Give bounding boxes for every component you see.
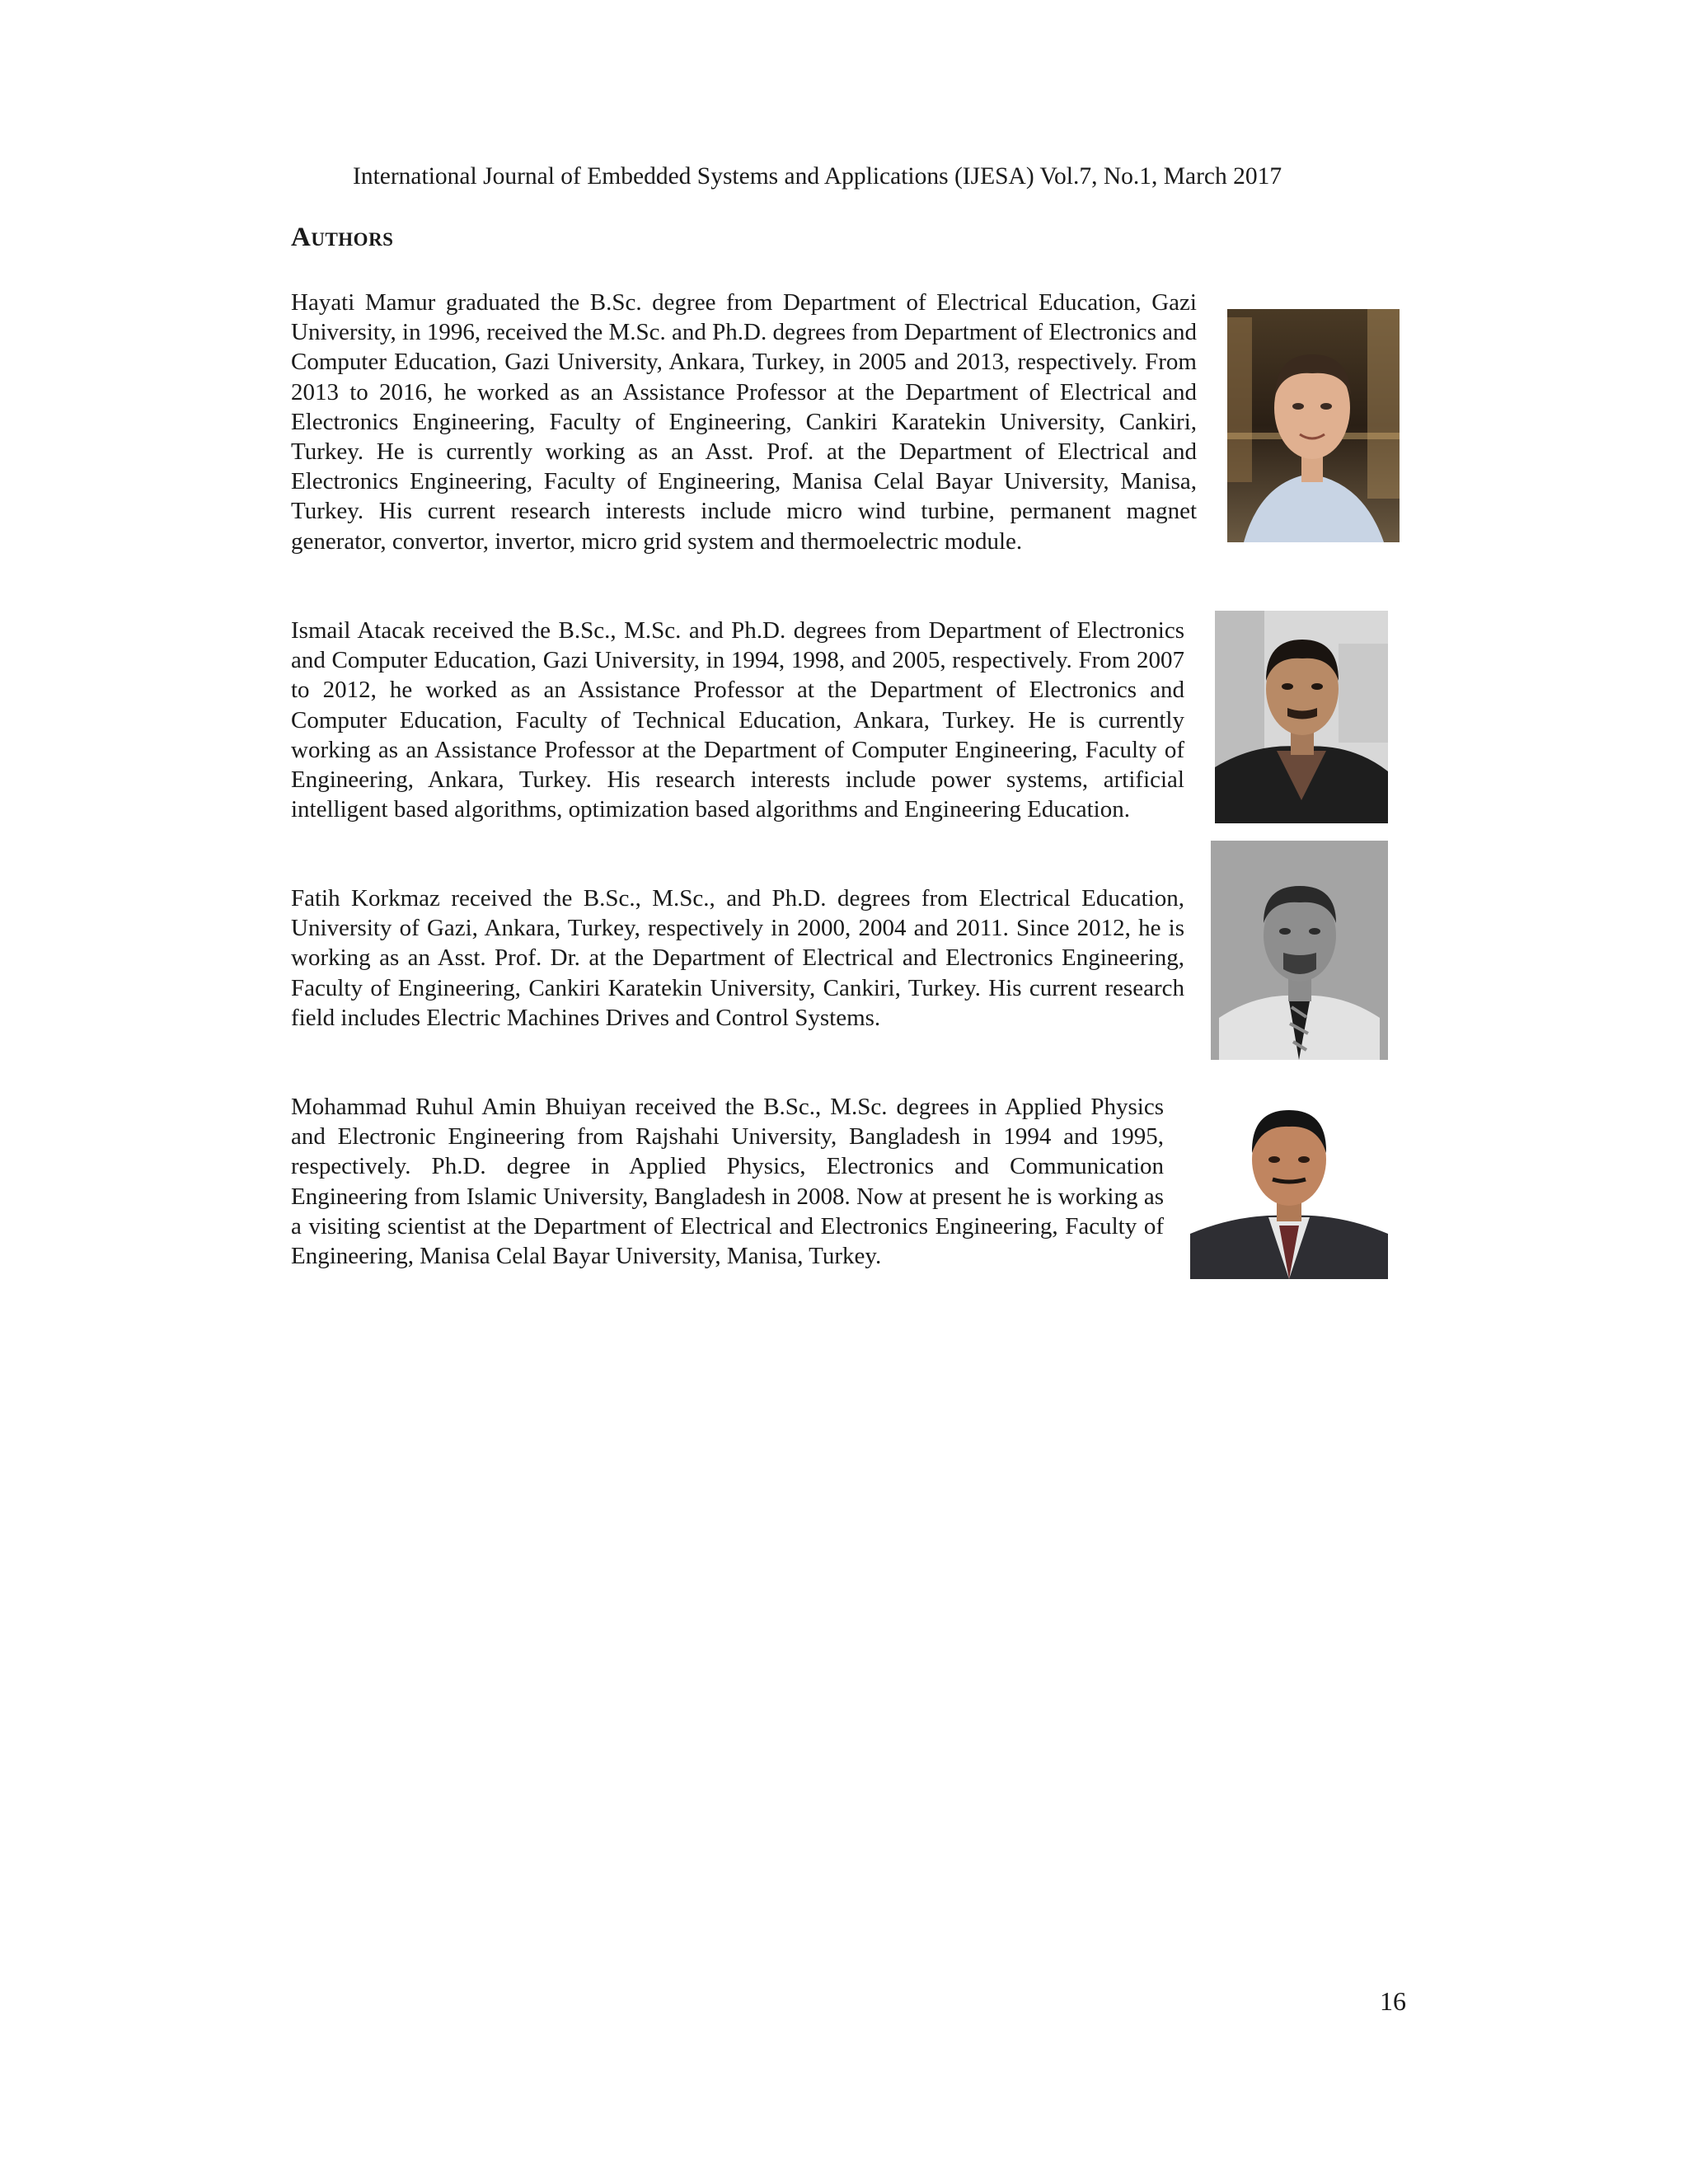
section-heading-authors: Authors: [291, 223, 394, 252]
author-bio-3: Fatih Korkmaz received the B.Sc., M.Sc., and Ph.D. degrees from Electrical Education, University of Gazi, Ankara, Turkey, respectively in 2000, 2004 and 2011. Since 2012, he is working as an Asst. Prof. Dr. at the Department of Electrical and Electronics Engineering, Faculty of Engineering, Cankiri Karatekin University, Cankiri, Turkey. His current research field includes Electric Machines Drives and Control Systems.: [291, 885, 1184, 1031]
author-photo-3: [1211, 841, 1388, 1060]
author-photo-2: [1215, 611, 1388, 823]
author-bio-4: Mohammad Ruhul Amin Bhuiyan received the B.Sc., M.Sc. degrees in Applied Physics and Electronic Engineering from Rajshahi University, Bangladesh in 1994 and 1995, respectively. Ph.D. degree in Applied Physics, Electronics and Communication Engineering from Islamic University, Bangladesh in 2008. Now at present he is working as a visiting scientist at the Department of Electrical and Electronics Engineering, Faculty of Engineering, Manisa Celal Bayar University, Manisa, Turkey.: [291, 1094, 1164, 1270]
page-number: 16: [1380, 1986, 1406, 2016]
author-photo-4: [1190, 1094, 1388, 1279]
author-bio-2: Ismail Atacak received the B.Sc., M.Sc. and Ph.D. degrees from Department of Electronics and Computer Education, Gazi University, in 1994, 1998, and 2005, respectively. From 2007 to 2012, he worked as an Assistance Professor at the Department of Electronics and Computer Education, Faculty of Technical Education, Ankara, Turkey. He is currently working as an Assistance Professor at the Department of Computer Engineering, Faculty of Engineering, Ankara, Turkey. His research interests include power systems, artificial intelligent based algorithms, optimization based algorithms and Engineering Education.: [291, 617, 1184, 823]
author-bio-1: Hayati Mamur graduated the B.Sc. degree from Department of Electrical Education, Gazi University, in 1996, received the M.Sc. and Ph.D. degrees from Department of Electronics and Computer Education, Gazi University, Ankara, Turkey, in 2005 and 2013, respectively. From 2013 to 2016, he worked as an Assistance Professor at the Department of Electrical and Electronics Engineering, Faculty of Engineering, Cankiri Karatekin University, Cankiri, Turkey. He is currently working as an Asst. Prof. at the Department of Electrical and Electronics Engineering, Faculty of Engineering, Manisa Celal Bayar University, Manisa, Turkey. His current research interests include micro wind turbine, permanent magnet generator, convertor, invertor, micro grid system and thermoelectric module.: [291, 289, 1197, 555]
author-photo-1: [1227, 309, 1400, 542]
running-header: International Journal of Embedded Systems and Applications (IJESA) Vol.7, No.1, March 2017: [353, 163, 1282, 190]
